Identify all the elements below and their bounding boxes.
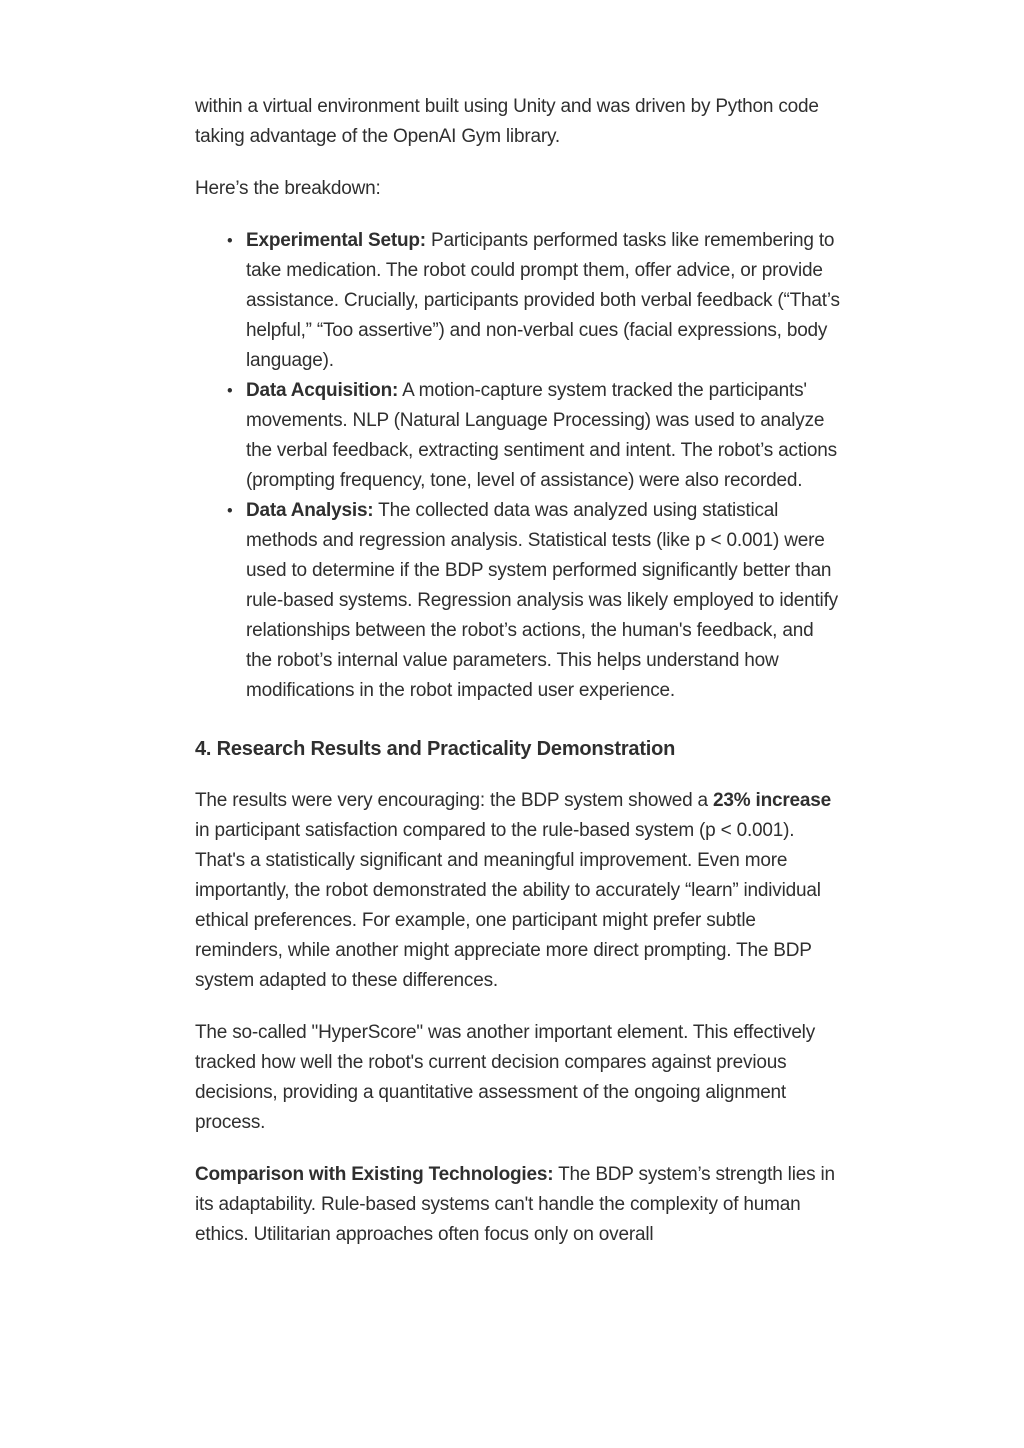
bold-text-run: Experimental Setup: bbox=[246, 230, 426, 251]
bold-text-run: Data Analysis: bbox=[246, 500, 374, 521]
text-run: 4. Research Results and Practicality Demonstration bbox=[195, 738, 676, 760]
list-item bbox=[246, 226, 843, 376]
paragraph bbox=[195, 786, 843, 996]
document-content bbox=[195, 92, 843, 1272]
text-run: The collected data was analyzed using statistical methods and regression analysis. Statistical tests (like p < 0.001) were used to determine if the BDP system performed significantly better than rule-based systems. Regression analysis was likely employed to identify relationships between the robot’s actions, the human's feedback, and the robot’s internal value parameters. This helps understand how modifications in the robot impacted user experience. bbox=[246, 500, 838, 701]
paragraph bbox=[195, 1018, 843, 1138]
text-run: Here’s the breakdown: bbox=[195, 178, 381, 199]
text-run: in participant satisfaction compared to the rule-based system (p < 0.001). That's a statistically significant and meaningful improvement. Even more importantly, the robot demonstrated the ability to accurately “learn” individual ethical preferences. For example, one participant might prefer subtle reminders, while another might appreciate more direct prompting. The BDP system adapted to these differences. bbox=[195, 820, 821, 991]
text-run: The results were very encouraging: the BDP system showed a bbox=[195, 790, 713, 811]
section-heading bbox=[195, 734, 843, 764]
paragraph bbox=[195, 1160, 843, 1250]
list-item bbox=[246, 496, 843, 706]
text-run: The BDP system’s strength lies in its adaptability. Rule-based systems can't handle the complexity of human ethics. Utilitarian approaches often focus only on overall bbox=[195, 1164, 835, 1245]
text-run: within a virtual environment built using Unity and was driven by Python code taking advantage of the OpenAI Gym library. bbox=[195, 96, 819, 147]
text-run: Participants performed tasks like remembering to take medication. The robot could prompt them, offer advice, or provide assistance. Crucially, participants provided both verbal feedback (“That’s helpful,” “Too assertive”) and non-verbal cues (facial expressions, body language). bbox=[246, 230, 840, 371]
bullet-list bbox=[195, 226, 843, 706]
text-run: The so-called "HyperScore" was another important element. This effectively tracked how well the robot's current decision compares against previous decisions, providing a quantitative assessment of the ongoing alignment process. bbox=[195, 1022, 816, 1133]
bold-text-run: Data Acquisition: bbox=[246, 380, 399, 401]
paragraph bbox=[195, 174, 843, 204]
text-run: A motion-capture system tracked the participants' movements. NLP (Natural Language Processing) was used to analyze the verbal feedback, extracting sentiment and intent. The robot’s actions (prompting frequency, tone, level of assistance) were also recorded. bbox=[246, 380, 837, 491]
paragraph bbox=[195, 92, 843, 152]
bold-text-run: 23% increase bbox=[713, 790, 832, 811]
bold-text-run: Comparison with Existing Technologies: bbox=[195, 1164, 554, 1185]
list-item bbox=[246, 376, 843, 496]
